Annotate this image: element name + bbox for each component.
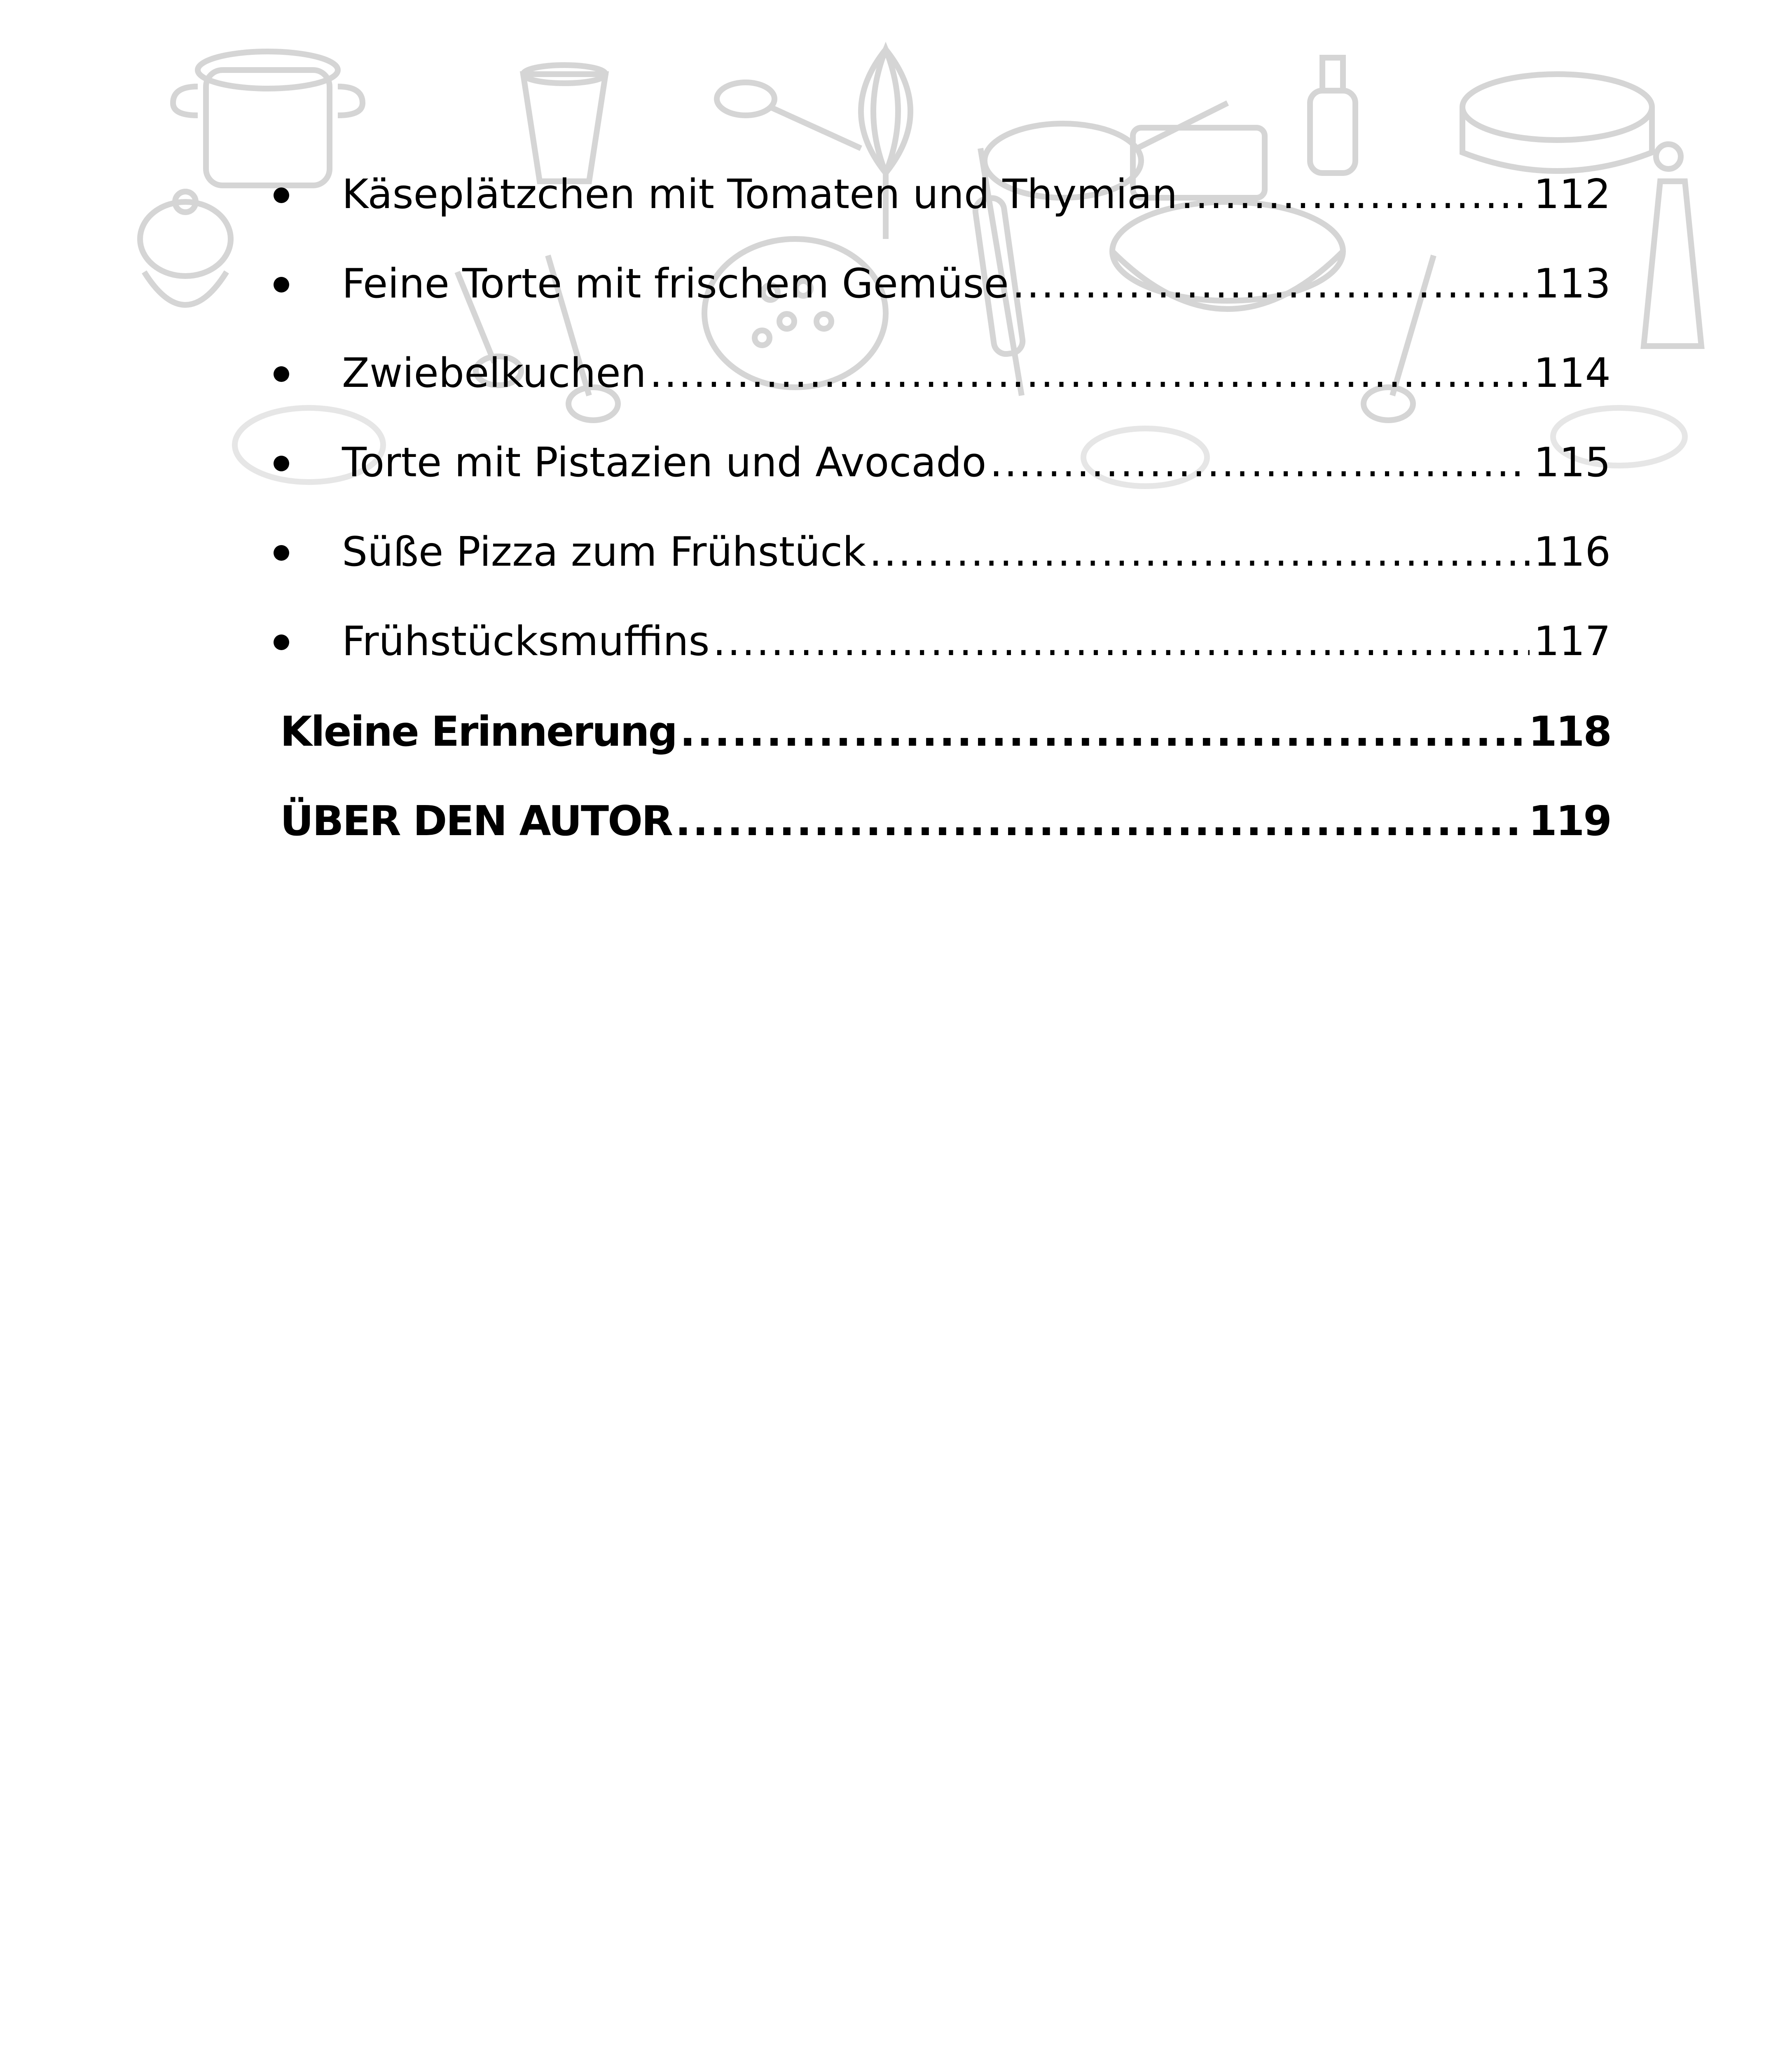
bullet-icon — [274, 634, 289, 650]
bullet-icon — [274, 366, 289, 382]
toc-entry-page: 114 — [1533, 350, 1611, 397]
glass-icon — [523, 65, 606, 181]
toc-entry-page: 116 — [1533, 529, 1611, 576]
toc-entry-page: 115 — [1533, 439, 1611, 486]
toc-entry-title: Süße Pizza zum Frühstück — [342, 529, 866, 576]
dot-leader — [713, 618, 1530, 665]
toc-entry[interactable] — [280, 260, 1611, 307]
dot-leader — [680, 707, 1524, 756]
grater-icon — [1644, 144, 1701, 346]
bullet-icon — [274, 277, 289, 293]
toc-entry-title: Frühstücksmuffins — [342, 618, 710, 665]
toc-entry-page: 112 — [1533, 171, 1611, 218]
toc-entry-page: 113 — [1533, 260, 1611, 307]
toc-entry-title: Zwiebelkuchen — [342, 350, 646, 397]
spoon-icon — [717, 82, 861, 148]
dot-leader — [869, 529, 1530, 576]
dot-leader — [990, 439, 1529, 486]
toc-entry[interactable] — [280, 529, 1611, 576]
bullet-icon — [274, 187, 289, 203]
toc-entry-title: Torte mit Pistazien und Avocado — [342, 439, 987, 486]
toc-entry-page: 117 — [1533, 618, 1611, 665]
pot-icon — [173, 52, 363, 185]
toc-entry[interactable] — [280, 171, 1611, 218]
toc-chapter-page: 118 — [1528, 707, 1611, 756]
bottle-icon — [1310, 58, 1355, 173]
toc-entry[interactable] — [280, 350, 1611, 397]
toc-entry-title: Feine Torte mit frischem Gemüse — [342, 260, 1009, 307]
bullet-icon — [274, 545, 289, 561]
toc-entry[interactable] — [280, 618, 1611, 665]
sugar-bowl-icon — [140, 192, 231, 305]
bullet-icon — [274, 456, 289, 471]
cake-ring-icon — [1462, 74, 1652, 171]
dot-leader — [650, 350, 1530, 397]
toc-chapter-title: Kleine Erinnerung — [280, 707, 677, 756]
dot-leader — [1012, 260, 1530, 307]
toc-chapter-title: ÜBER DEN AUTOR — [280, 797, 672, 845]
dot-leader — [675, 797, 1524, 845]
toc-entry[interactable] — [280, 439, 1611, 486]
toc-chapter-entry[interactable] — [280, 707, 1611, 756]
toc-chapter-page: 119 — [1528, 797, 1611, 845]
toc-chapter-entry[interactable] — [280, 797, 1611, 845]
toc-entry-title: Käseplätzchen mit Tomaten und Thymian — [342, 171, 1178, 218]
dot-leader — [1181, 171, 1530, 218]
